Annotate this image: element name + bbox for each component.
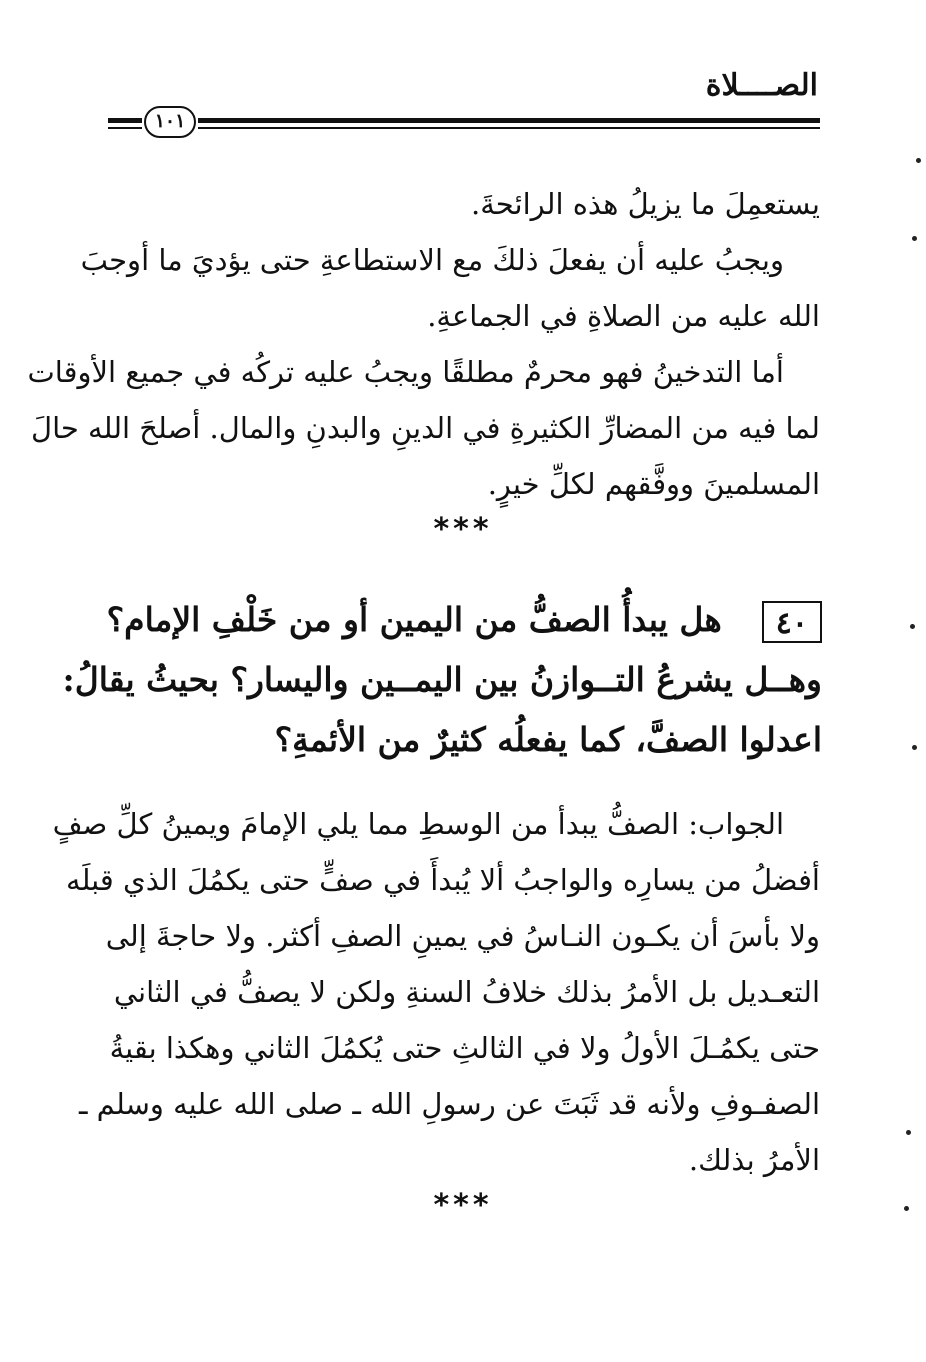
question-text: هل يبدأُ الصفُّ من اليمين أو من خَلْفِ الإمام؟ [106, 600, 722, 639]
header-rule [198, 127, 820, 129]
margin-mark [916, 158, 921, 163]
question-line: وهــل يشرعُ التــوازنُ بين اليمــين واليسار؟ بحيثُ يقالُ: [62, 660, 822, 699]
question-line: اعدلوا الصفَّ، كما يفعلُه كثيرٌ من الأئمةِ؟ [274, 720, 822, 759]
page-number: ١٠١ [144, 106, 196, 138]
margin-mark [912, 745, 917, 750]
margin-mark [912, 236, 917, 241]
margin-mark [904, 1206, 909, 1211]
answer-line: أفضلُ من يسارِه والواجبُ ألا يُبدأَ في صفٍّ حتى يكمُلَ الذي قبلَه [66, 863, 820, 897]
running-title: الصــــلاة [705, 68, 818, 103]
question-block [62, 590, 822, 770]
text-line: المسلمينَ ووفَّقهم لكلِّ خيرٍ. [487, 467, 820, 501]
question-line [106, 590, 822, 650]
header-rule [108, 127, 142, 129]
header-rule [198, 118, 820, 123]
text-line: ويجبُ عليه أن يفعلَ ذلكَ مع الاستطاعةِ حتى يؤديَ ما أوجبَ [80, 243, 784, 277]
text-line: الله عليه من الصلاةِ في الجماعةِ. [427, 299, 820, 333]
text-line: أما التدخينُ فهو محرمٌ مطلقًا ويجبُ عليه تركُه في جميع الأوقات [27, 355, 784, 389]
answer-line: حتى يكمُـلَ الأولُ ولا في الثالثِ حتى يُكمُلَ الثاني وهكذا بقيةُ [109, 1031, 820, 1065]
answer-line: الصفـوفِ ولأنه قد ثَبَتَ عن رسولِ الله ـ صلى الله عليه وسلم ـ [78, 1087, 820, 1121]
answer-block [52, 796, 820, 1188]
margin-mark [910, 624, 915, 629]
header-rule [108, 118, 142, 123]
answer-line: ولا بأسَ أن يكـون النـاسُ في يمينِ الصفِ أكثر. ولا حاجةَ إلى [105, 919, 820, 953]
margin-mark [906, 1130, 911, 1135]
answer-line: الأمرُ بذلك. [688, 1143, 820, 1177]
text-line: يستعمِلَ ما يزيلُ هذه الرائحةَ. [471, 187, 820, 221]
section-separator: *** [433, 512, 493, 547]
top-paragraphs [27, 176, 820, 512]
text-line: لما فيه من المضارِّ الكثيرةِ في الدينِ والبدنِ والمال. أصلحَ الله حالَ [31, 411, 820, 445]
question-number: ٤٠ [762, 601, 822, 643]
answer-line: الجواب: الصفُّ يبدأ من الوسطِ مما يلي الإمامَ ويمينُ كلِّ صفٍ [52, 807, 784, 841]
section-separator: *** [433, 1188, 493, 1223]
answer-line: التعـديل بل الأمرُ بذلك خلافُ السنةِ ولكن لا يصفُّ في الثاني [113, 975, 820, 1009]
